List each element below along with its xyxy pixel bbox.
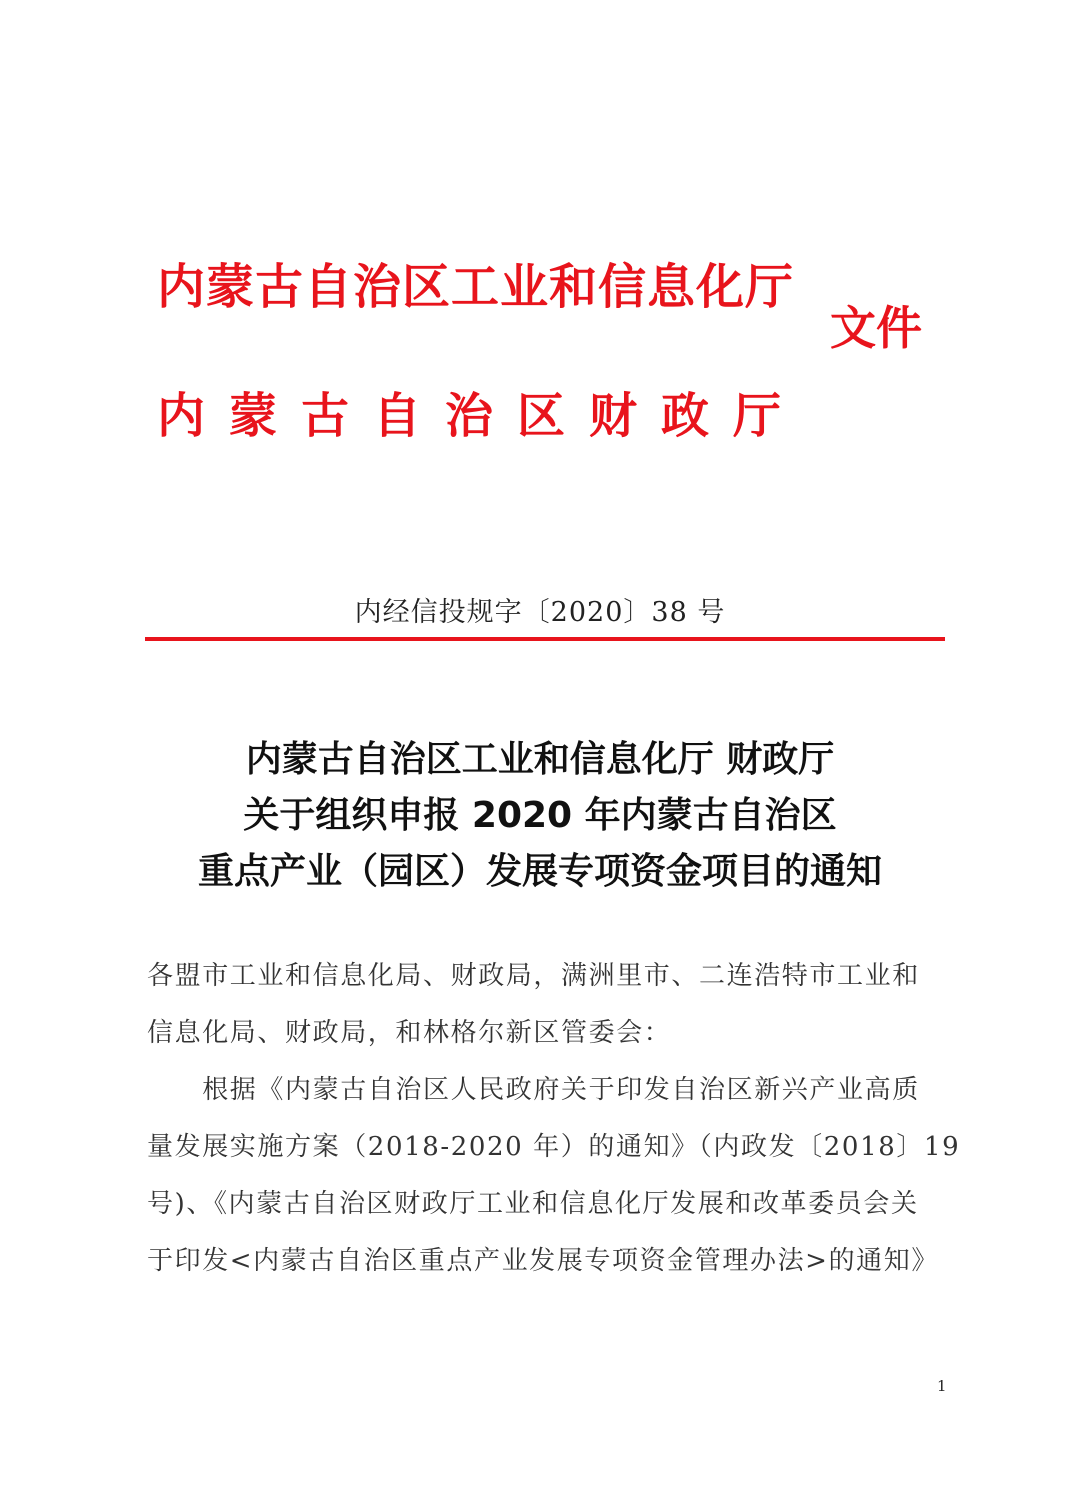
body-line: 根据《内蒙古自治区人民政府关于印发自治区新兴产业高质 [147,1075,920,1105]
document-body [147,948,961,1290]
header-org-finance: 内蒙古自治区财政厅 [157,388,806,444]
body-line: 号)、《内蒙古自治区财政厅工业和信息化厅发展和改革委员会关 [147,1189,919,1219]
body-line: 各盟市工业和信息化局、财政局，满洲里市、二连浩特市工业和 [147,961,920,991]
document-title [0,732,1080,900]
header-org-industry: 内蒙古自治区工业和信息化厅 [157,259,795,315]
page-number: 1 [937,1377,947,1395]
body-line: 于印发<内蒙古自治区重点产业发展专项资金管理办法>的通知》 [147,1246,939,1276]
body-line: 信息化局、财政局，和林格尔新区管委会： [147,1018,672,1048]
red-separator-rule [145,637,945,641]
title-line: 内蒙古自治区工业和信息化厅 财政厅 [245,739,835,780]
title-line: 关于组织申报 2020 年内蒙古自治区 [243,795,837,836]
document-number: 内经信投规字〔2020〕38 号 [354,597,726,628]
title-line: 重点产业（园区）发展专项资金项目的通知 [197,851,882,892]
body-line: 量发展实施方案（2018-2020 年）的通知》（内政发〔2018〕19 [147,1132,961,1162]
header-file-suffix: 文件 [830,301,922,355]
